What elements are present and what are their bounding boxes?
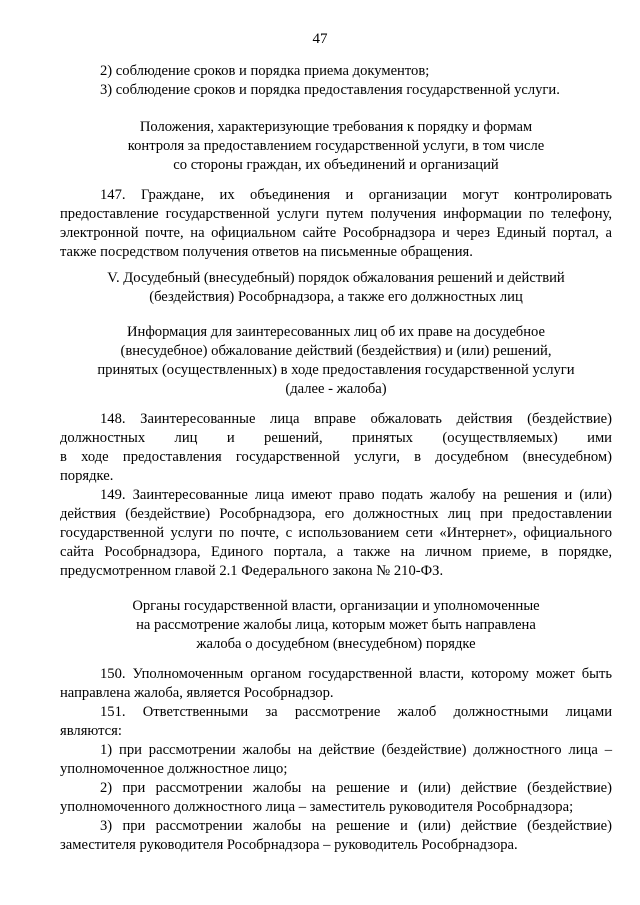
heading-line: (внесудебное) обжалование действий (бездействия) и (или) решений,	[120, 343, 552, 359]
paragraph-line: 147. Граждане, их объединения и организации могут контролировать	[100, 187, 612, 203]
paragraph-line: должностных лиц и решений, принятых (осуществляемых) ими	[60, 430, 612, 446]
paragraph-line: 2) при рассмотрении жалобы на решение и (или) действие (бездействие)	[100, 780, 612, 796]
paragraph-line: 151. Ответственными за рассмотрение жалоб должностными лицами	[100, 704, 612, 720]
heading-line: Информация для заинтересованных лиц об их праве на досудебное	[127, 324, 545, 340]
paragraph-line: также посредством получения ответов на письменные обращения.	[60, 244, 473, 260]
paragraph-line: уполномоченное должностное лицо;	[60, 761, 288, 777]
paragraph-line: сайта Рособрнадзора, Единого портала, а также на личном приеме, в порядке,	[60, 544, 612, 560]
heading-line: (бездействия) Рособрнадзора, а также его должностных лиц	[149, 289, 523, 305]
paragraph-line: государственной услуги по почте, с использованием сети «Интернет», официального	[60, 525, 612, 541]
list-item-2: 2) соблюдение сроков и порядка приема документов;	[100, 63, 430, 79]
paragraph-line: действия (бездействие) Рособрнадзора, его должностных лиц при предоставлении	[60, 506, 612, 522]
paragraph-line: 150. Уполномоченным органом государственной власти, которому может быть	[100, 666, 612, 682]
paragraph-line: предусмотренном главой 2.1 Федерального закона № 210-ФЗ.	[60, 563, 444, 579]
page-number: 47	[312, 31, 328, 47]
heading-line: Органы государственной власти, организации и уполномоченные	[132, 598, 540, 614]
heading-line: (далее - жалоба)	[285, 381, 387, 397]
heading-line: V. Досудебный (внесудебный) порядок обжалования решений и действий	[107, 270, 565, 286]
heading-line: со стороны граждан, их объединений и организаций	[173, 157, 499, 173]
list-item-3: 3) соблюдение сроков и порядка предоставления государственной услуги.	[100, 82, 560, 98]
paragraph-line: в ходе предоставления государственной услуги, в досудебном (внесудебном)	[60, 449, 612, 465]
paragraph-line: 3) при рассмотрении жалобы на решение и (или) действие (бездействие)	[100, 818, 612, 834]
paragraph-line: заместителя руководителя Рособрнадзора – руководитель Рособрнадзора.	[60, 837, 518, 853]
paragraph-line: являются:	[60, 723, 122, 739]
heading-line: Положения, характеризующие требования к порядку и формам	[139, 119, 533, 135]
heading-line: жалоба о досудебном (внесудебном) порядке	[196, 636, 476, 652]
heading-line: принятых (осуществленных) в ходе предоставления государственной услуги	[97, 362, 575, 378]
paragraph-line: порядке.	[60, 468, 114, 484]
paragraph-line: направлена жалоба, является Рособрнадзор.	[60, 685, 334, 701]
paragraph-line: 149. Заинтересованные лица имеют право подать жалобу на решения и (или)	[100, 487, 612, 503]
paragraph-line: 1) при рассмотрении жалобы на действие (бездействие) должностного лица –	[100, 742, 612, 758]
heading-line: на рассмотрение жалобы лица, которым может быть направлена	[136, 617, 536, 633]
heading-line: контроля за предоставлением государственной услуги, в том числе	[127, 138, 545, 154]
paragraph-line: уполномоченного должностного лица – заместитель руководителя Рособрнадзора;	[60, 799, 574, 815]
paragraph-line: предоставление государственной услуги путем получения информации по телефону,	[60, 206, 612, 222]
paragraph-line: электронной почте, на официальном сайте Рособрнадзора и через Единый портал, а	[60, 225, 612, 241]
paragraph-line: 148. Заинтересованные лица вправе обжаловать действия (бездействие)	[100, 411, 612, 427]
